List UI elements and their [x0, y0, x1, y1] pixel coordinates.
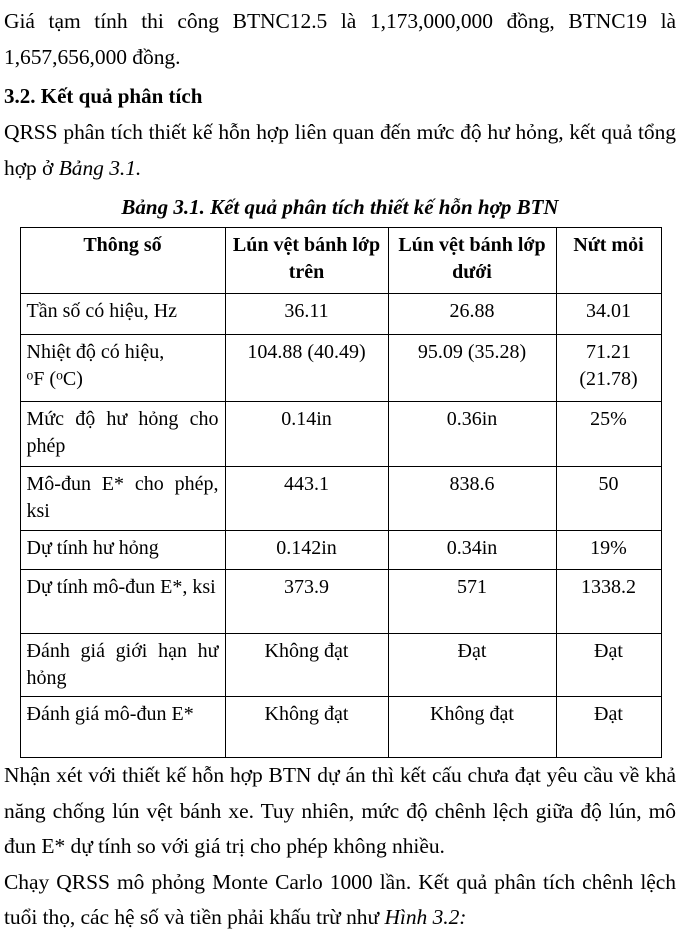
column-header-parameter: Thông số	[20, 228, 225, 294]
table-row	[20, 335, 661, 402]
cell-value: Không đạt	[225, 697, 388, 758]
column-header-rutting-lower: Lún vệt bánh lớp dưới	[388, 228, 556, 294]
table-container	[20, 227, 661, 758]
cell-parameter: Mô-đun E* cho phép, ksi	[20, 467, 225, 531]
cell-value: 571	[388, 570, 556, 634]
table-cross-reference: Bảng 3.1.	[58, 155, 142, 180]
table-caption: Bảng 3.1. Kết quả phân tích thiết kế hỗn hợp BTN	[121, 195, 559, 219]
table-header-row	[20, 228, 661, 294]
cell-value: Không đạt	[388, 697, 556, 758]
table-row	[20, 402, 661, 467]
table-row	[20, 294, 661, 335]
cell-value	[556, 335, 661, 402]
cell-value: 26.88	[388, 294, 556, 335]
table-row	[20, 634, 661, 697]
cell-value-line2: (21.78)	[579, 367, 638, 390]
cell-value: 0.34in	[388, 531, 556, 570]
cell-value: 50	[556, 467, 661, 531]
cell-value: 0.142in	[225, 531, 388, 570]
table-row	[20, 697, 661, 758]
cell-value-line1: 71.21	[586, 341, 631, 363]
paragraph-qrss-lead	[4, 115, 676, 186]
cell-parameter: Tần số có hiệu, Hz	[20, 294, 225, 335]
column-header-rutting-upper: Lún vệt bánh lớp trên	[225, 228, 388, 294]
cell-value: 838.6	[388, 467, 556, 531]
paragraph-closing	[4, 865, 676, 936]
cell-value: Không đạt	[225, 634, 388, 697]
cell-parameter: Đánh giá giới hạn hư hỏng	[20, 634, 225, 697]
cell-value: 0.36in	[388, 402, 556, 467]
section-heading-3-2: 3.2. Kết quả phân tích	[4, 84, 203, 108]
cell-parameter: Đánh giá mô-đun E*	[20, 697, 225, 758]
cell-value: 0.14in	[225, 402, 388, 467]
cell-value: 104.88 (40.49)	[225, 335, 388, 402]
paragraph-qrss-lead-text: QRSS phân tích thiết kế hỗn hợp liên quan đến mức độ hư hỏng, kết quả tổng hợp ở	[4, 120, 676, 180]
paragraph-remark: Nhận xét với thiết kế hỗn hợp BTN dự án thì kết cấu chưa đạt yêu cầu về khả năng chống lún vệt bánh xe. Tuy nhiên, mức độ chênh lệch giữa độ lún, mô đun E* dự tính so với giá trị cho phép không nhiều.	[4, 763, 676, 858]
degree-sign-icon: o	[26, 366, 34, 382]
column-header-fatigue-cracking: Nứt mỏi	[556, 228, 661, 294]
degree-sign-icon: o	[56, 366, 63, 382]
cell-value: Đạt	[556, 634, 661, 697]
table-row	[20, 467, 661, 531]
cell-value: 19%	[556, 531, 661, 570]
paragraph-closing-text: Chạy QRSS mô phỏng Monte Carlo 1000 lần. Kết quả phân tích chênh lệch tuổi thọ, các hệ số và tiền phải khấu trừ như	[4, 869, 676, 929]
cell-parameter	[20, 335, 225, 402]
cell-value: 25%	[556, 402, 661, 467]
cell-parameter-line1: Nhiệt độ có hiệu,	[26, 341, 165, 363]
cell-value: 95.09 (35.28)	[388, 335, 556, 402]
cell-parameter: Mức độ hư hỏng cho phép	[20, 402, 225, 467]
figure-cross-reference: Hình 3.2:	[384, 905, 467, 929]
cell-value: 443.1	[225, 467, 388, 531]
cell-parameter: Dự tính mô-đun E*, ksi	[20, 570, 225, 634]
cell-value: 373.9	[225, 570, 388, 634]
cell-parameter: Dự tính hư hỏng	[20, 531, 225, 570]
cell-value: 1338.2	[556, 570, 661, 634]
cell-value: 36.11	[225, 294, 388, 335]
table-row	[20, 570, 661, 634]
cell-value: 34.01	[556, 294, 661, 335]
cell-parameter-line2: $^o$F ($^o$C)	[26, 366, 83, 390]
cell-value: Đạt	[556, 697, 661, 758]
cell-value: Đạt	[388, 634, 556, 697]
analysis-results-table	[20, 227, 662, 758]
paragraph-intro: Giá tạm tính thi công BTNC12.5 là 1,173,000,000 đồng, BTNC19 là 1,657,656,000 đồng.	[4, 9, 676, 69]
table-row	[20, 531, 661, 570]
